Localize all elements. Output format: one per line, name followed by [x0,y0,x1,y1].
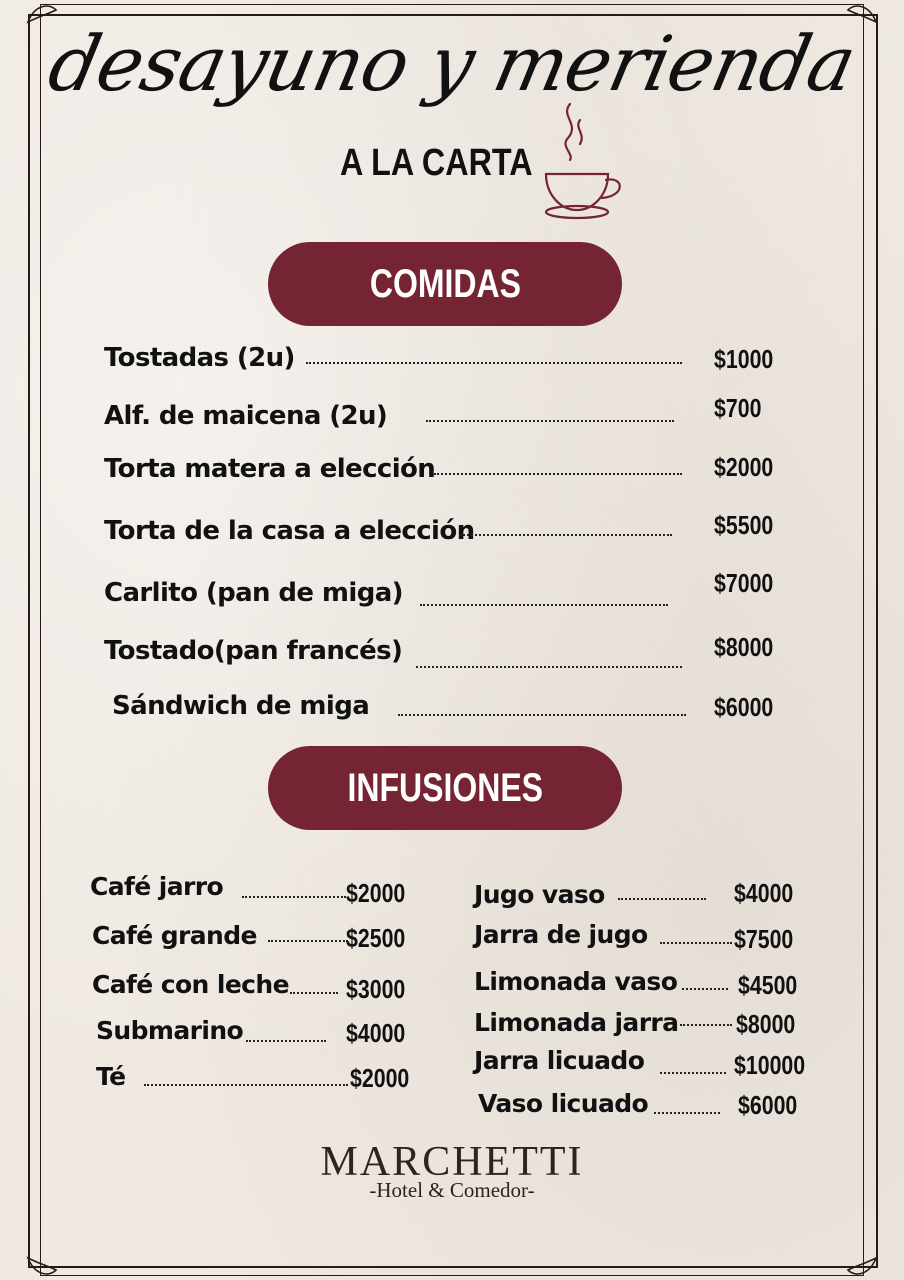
item-name: Vaso licuado [478,1089,649,1118]
item-name: Café grande [92,921,257,950]
item-price: $4000 [734,878,794,908]
item-price: $2000 [714,452,774,482]
item-price: $4500 [738,970,798,1000]
item-name: Torta matera a elección [104,454,436,484]
item-price: $8000 [714,632,774,662]
item-price: $10000 [734,1050,806,1080]
section-label-comidas: COMIDAS [369,261,521,306]
dotted-leader [420,604,668,606]
dotted-leader [680,1024,732,1026]
dotted-leader [426,420,674,422]
item-name: Café con leche [92,970,289,999]
section-label-infusiones: INFUSIONES [347,765,543,810]
dotted-leader [460,534,672,536]
dotted-leader [268,940,348,942]
dotted-leader [660,1072,726,1074]
item-name: Café jarro [90,872,224,901]
dotted-leader [660,942,732,944]
item-price: $1000 [714,344,774,374]
item-name: Jarra licuado [474,1046,645,1075]
item-name: Limonada vaso [474,967,678,996]
item-price: $7000 [714,568,774,598]
dotted-leader [242,896,346,898]
item-name: Sándwich de miga [112,691,370,721]
dotted-leader [306,362,682,364]
item-price: $700 [714,393,762,423]
menu-script-title: desayuno y merienda [41,19,863,108]
item-price: $2000 [346,878,406,908]
item-name: Té [96,1062,126,1091]
item-name: Limonada jarra [474,1008,679,1037]
section-header-infusiones [268,746,622,830]
item-price: $8000 [736,1009,796,1039]
item-name: Tostadas (2u) [104,343,295,373]
item-price: $2000 [350,1063,410,1093]
menu-subtitle: A LA CARTA [340,142,533,184]
dotted-leader [416,666,682,668]
item-name: Carlito (pan de miga) [104,578,403,608]
dotted-leader [144,1084,348,1086]
item-price: $6000 [714,692,774,722]
dotted-leader [398,714,686,716]
dotted-leader [290,992,338,994]
item-name: Alf. de maicena (2u) [104,401,388,431]
item-name: Jugo vaso [474,880,605,909]
dotted-leader [246,1040,326,1042]
item-price: $5500 [714,510,774,540]
item-price: $7500 [734,924,794,954]
item-name: Torta de la casa a elección [104,516,475,546]
section-header-comidas [268,242,622,326]
item-name: Submarino [96,1016,244,1045]
item-price: $2500 [346,923,406,953]
dotted-leader [434,473,682,475]
item-price: $4000 [346,1018,406,1048]
item-price: $6000 [738,1090,798,1120]
coffee-cup-icon [540,102,630,222]
dotted-leader [618,898,706,900]
brand-logo-text: MARCHETTI [320,1139,584,1185]
dotted-leader [682,988,728,990]
item-name: Jarra de jugo [474,920,648,949]
item-price: $3000 [346,974,406,1004]
item-name: Tostado(pan francés) [104,636,403,666]
brand-tagline: -Hotel & Comedor- [369,1178,535,1202]
dotted-leader [654,1112,720,1114]
